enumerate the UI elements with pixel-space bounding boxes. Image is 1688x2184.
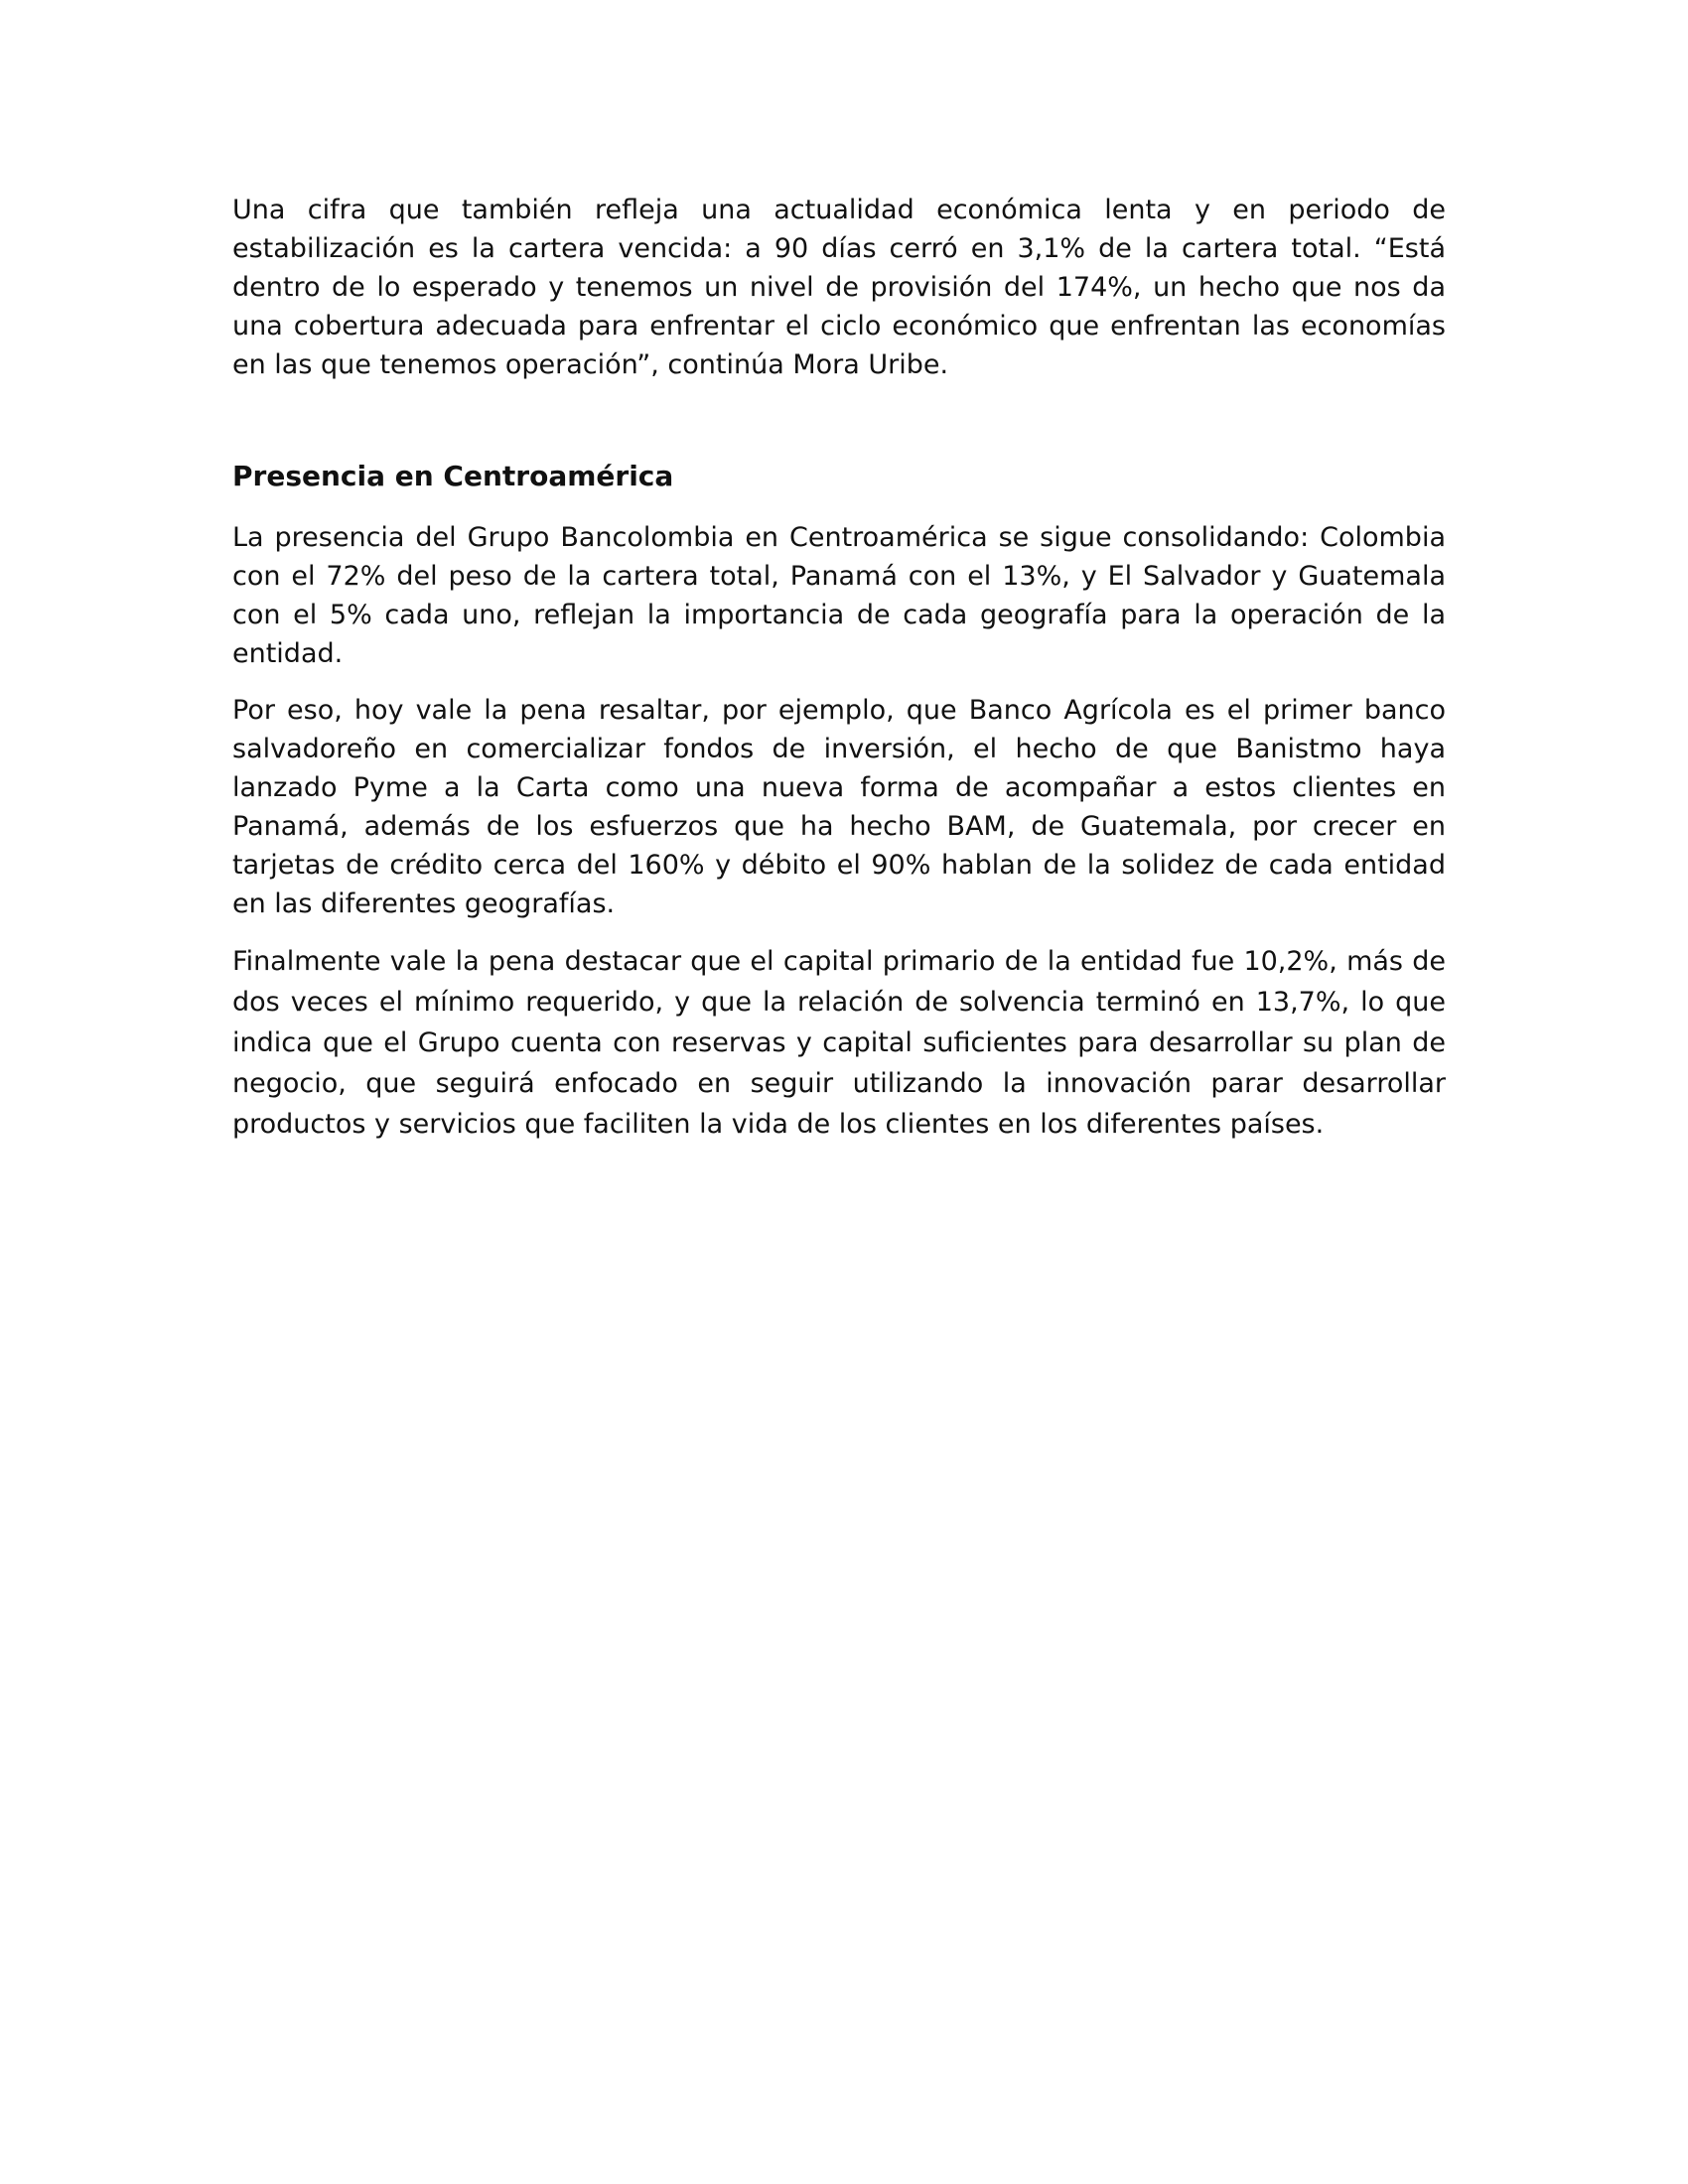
- paragraph-ejemplos: Por eso, hoy vale la pena resaltar, por ejemplo, que Banco Agrícola es el primer banco salvadoreño en comercializar fondos de inversión, el hecho de que Banistmo haya lanzado Pyme a la Carta como una nueva forma de acompañar a estos clientes en Panamá, además de los esfuerzos que ha hecho BAM, de Guatemala, por crecer en tarjetas de crédito cerca del 160% y débito el 90% hablan de la solidez de cada entidad en las diferentes geografías.: [232, 695, 1446, 919]
- section-heading: Presencia en Centroamérica: [232, 460, 674, 492]
- document-page: [232, 191, 1446, 1145]
- paragraph-cartera-vencida: Una cifra que también refleja una actualidad económica lenta y en periodo de estabilización es la cartera vencida: a 90 días cerró en 3,1% de la cartera total. “Está dentro de lo esperado y tenemos un nivel de provisión del 174%, un hecho que nos da una cobertura adecuada para enfrentar el ciclo económico que enfrentan las economías en las que tenemos operación”, continúa Mora Uribe.: [232, 195, 1446, 380]
- paragraph-capital: Finalmente vale la pena destacar que el capital primario de la entidad fue 10,2%, más de dos veces el mínimo requerido, y que la relación de solvencia terminó en 13,7%, lo que indica que el Grupo cuenta con reservas y capital suficientes para desarrollar su plan de negocio, que seguirá enfocado en seguir utilizando la innovación parar desarrollar productos y servicios que faciliten la vida de los clientes en los diferentes países.: [232, 946, 1446, 1140]
- paragraph-presencia: La presencia del Grupo Bancolombia en Centroamérica se sigue consolidando: Colombia con el 72% del peso de la cartera total, Panamá con el 13%, y El Salvador y Guatemala con el 5% cada uno, reflejan la importancia de cada geografía para la operación de la entidad.: [232, 522, 1446, 669]
